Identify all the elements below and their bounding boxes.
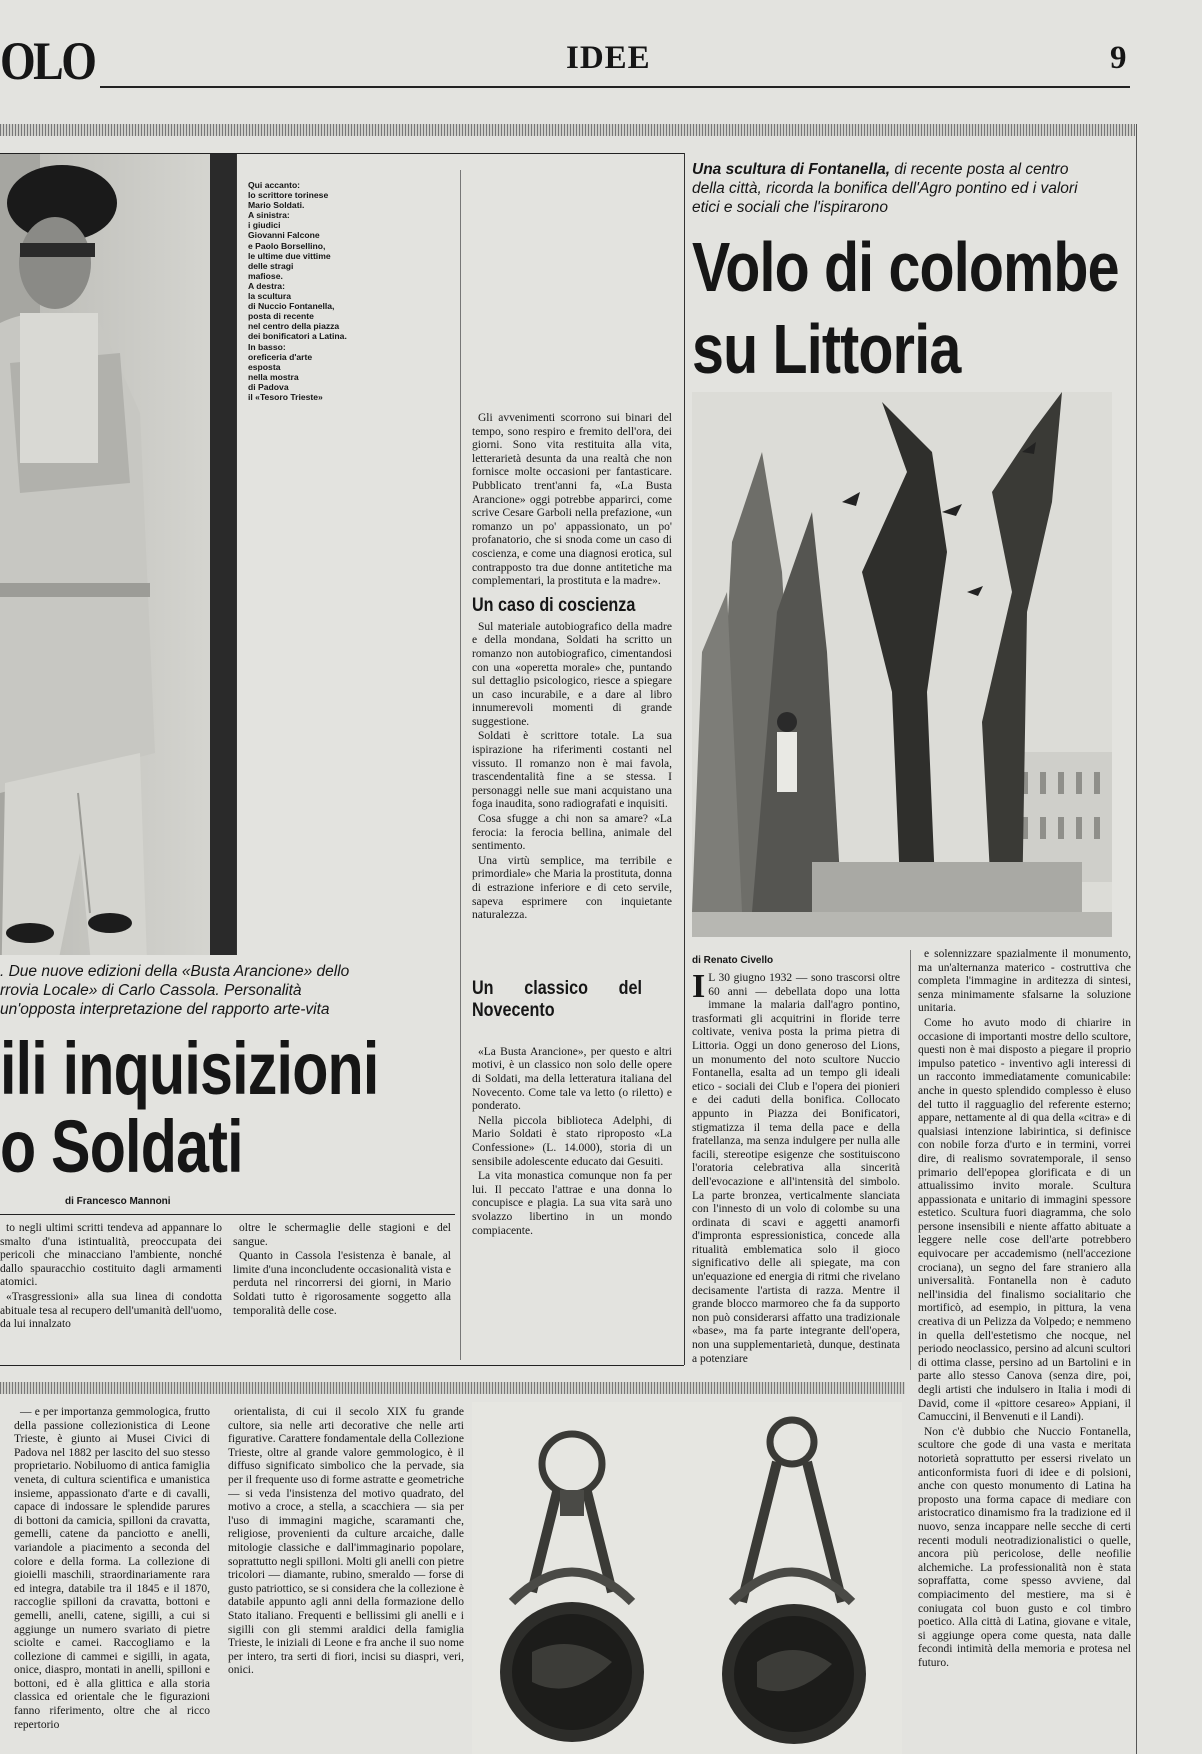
caption-line: Mario Soldati. bbox=[248, 200, 305, 211]
right-byline: di Renato Civello bbox=[692, 955, 774, 966]
left-kicker bbox=[0, 962, 450, 1019]
right-headline-line1: Volo di colombe bbox=[692, 228, 1119, 306]
photo-mario-soldati-graphic bbox=[0, 153, 236, 955]
caption-line: lo scrittore torinese bbox=[248, 190, 329, 201]
paragraph: Come ho avuto modo di chiarire in occasione di importanti mostre dello scultore, questi non è mai disposto a piegare il proprio impulso patetico - inventivo agli interessi di un racconto immediatamente comunicabile: anche in questo splendido complesso è eluso del tutto il ragguaglio del referente esterno; appare, nettamente al di qua della «citra» e di qualsiasi intenzione labirintica, si definisce con nobile forza d'urto e in termini, vorrei dire, di realismo sovratemporale, il senso primario dell'epopea glorificata e di un attualissimo invito morale. Scultura appassionata e unitario di immagini spessore estetico. Scultura fuori diagramma, che solo persone insensibili e niente affatto abituate a leggere nelle cose dell'arte potrebbero equivocare per accademismo (nell'accezione crociana), un segno del fare straniero alla universalità. Fontanella non è caduto nell'insidia del finalismo socialitario che mortificò, ad esempio, in pittura, la vena creativa di un Pelizza da Volpedo; e nemmeno in quella dell'estetismo che nocque, nel periodo neoclassico, persino ad alcuni scultori di ottima classe, persino ad un Bartolini e in parte allo stesso Canova (senza dire, poi, degli artisti che indulsero in Italia i modi di David, come il «pittore cesareo» Appiani, il Camuccini, il Benvenuti e il Landi). bbox=[918, 1016, 1131, 1424]
photo-mario-soldati bbox=[0, 153, 236, 955]
caption-line: mafiose. bbox=[248, 270, 283, 281]
kicker-line: . Due nuove edizioni della «Busta Arancione» dello bbox=[0, 963, 350, 980]
paragraph: Sul materiale autobiografico della madre e della mondana, Soldati ha scritto un romanzo non autobiografico, cimentandosi con una «operetta morale» che, puntando sul dettaglio psicologico, riesce a spiegare un caso incurabile, e a dare al libro innumerevoli momenti di grande suggestione. bbox=[472, 620, 672, 728]
section-title: IDEE bbox=[566, 40, 651, 76]
paragraph: «La Busta Arancione», per questo e altri motivi, è un classico non solo delle opere di Soldati, ma della letteratura italiana del Novecento. Come tale va letto (o riletto) e ponderato. bbox=[472, 1045, 672, 1113]
right-kicker-rest: di recente posta al centro della città, ricorda la bonifica dell'Agro pontino ed i valori etici e sociali che l'ispirarono bbox=[692, 161, 1078, 216]
bottom-article-col2 bbox=[228, 1406, 464, 1751]
caption-line: delle stragi bbox=[248, 260, 294, 271]
paragraph: — e per importanza gemmologica, frutto della passione collezionistica di Leone Trieste, è giunto ai Musei Civici di Padova nel 1882 per lascito del suo stesso proprietario. Nobiluomo di antica famiglia veneta, di cultura scientifica e umanistica insieme, appassionato d'arte e di cavalli, capace di indossare le splendide parures di bottoni da camicia, spilloni da cravatta, gemelli, catene da panciotto e anelli, variandole a piacimento a seconda del colore e della forma. La collezione di gioielli maschili, straordinariamente rara ed integra, databile tra il 1845 e il 1870, raccoglie spilloni da cravatta, bottoni e gemelli, anelli, catene, sigilli, a cui si aggiunge un numero svariato di pietre sciolte e camei. Raccogliamo e la collezione di cammei e sigilli, in agata, onice, diaspro, montati in anelli, spilloni e bottoni, ed è alla glittica e alla storia classica ed orientale che le figurazioni fanno riferimento, oltre che al ricco repertorio bbox=[14, 1406, 210, 1731]
drop-cap: I bbox=[692, 972, 706, 1005]
caption-line: e Paolo Borsellino, bbox=[248, 240, 326, 251]
caption-line: le ultime due vittime bbox=[248, 250, 331, 261]
caption-line: la scultura bbox=[248, 291, 291, 302]
caption-line: di Nuccio Fontanella, bbox=[248, 301, 335, 312]
paragraph: Una virtù semplice, ma terribile e primordiale» che Maria la prostituta, donna di estrazione inferiore e di ceto servile, sapeva esprimere con inquietante naturalezza. bbox=[472, 854, 672, 922]
kicker-line: rrovia Locale» di Carlo Cassola. Personalità bbox=[0, 982, 302, 999]
left-article-col1 bbox=[0, 1222, 222, 1358]
paragraph: e solennizzare spazialmente il monumento, ma un'alternanza materico - costruttiva che completa l'immagine in arditezza di sintesi, senza minimamente sfalsarne la soluzione unitaria. bbox=[918, 948, 1131, 1015]
photo-sculpture-graphic bbox=[692, 392, 1112, 937]
page-number: 9 bbox=[1110, 40, 1127, 76]
caption-line: esposta bbox=[248, 361, 281, 372]
right-kicker-bold: Una scultura di Fontanella, bbox=[692, 161, 891, 178]
left-byline: di Francesco Mannoni bbox=[65, 1196, 171, 1207]
right-kicker bbox=[692, 160, 1092, 217]
left-byline-rule bbox=[0, 1214, 455, 1215]
paragraph-text: L 30 giugno 1932 — sono trascorsi oltre 60 anni — debellata dopo una lotta immane la malaria dall'agro pontino, trasformati gli acquitrini in floride terre coltivate, veniva posta la prima pietra di Littoria. Oggi un dono generoso del Lions, un monumento del noto scultore Nuccio Fontanella, esalta ad un tempo gli ideali etico - sociali dei Club e l'opera dei pionieri e dei caduti della bonifica. Collocato appunto in Piazza dei Bonificatori, stigmatizza il tema della pace e della fratellanza, ma senza indulgere per nulla alle facili, stereotipe esigenze che sostituiscono l'oratoria celebrativa alla sincerità dell'evocazione e all'intensità del simbolo. La parte bronzea, verticalmente slanciata con l'innesto di un volo di colombe su una ordinata di scavi e aggetti anamorfi d'impronta espressionistica, concede alla ritualità emblematica solo il gioco significativo delle ali spiegate, ma con un'equazione ed energia di ritmi che rivelano decisamente l'artista di razza. Mentre il grande blocco marmoreo che fa da supporto non può considerarsi affatto una tradizionale «base», ma fa parte integrante dell'opera, non una supplementarietà, dunque, destinata a potenziare bbox=[692, 972, 900, 1365]
top-hatch-band bbox=[0, 124, 1135, 136]
middle-column-left-rule bbox=[460, 170, 461, 1360]
subhead-classico-novecento: Un classico del Novecento bbox=[472, 977, 642, 1021]
left-article-col2 bbox=[233, 1222, 451, 1358]
paragraph bbox=[692, 972, 900, 1366]
paragraph: oltre le schermaglie delle stagioni e del sangue. bbox=[233, 1222, 451, 1248]
left-box-right-rule bbox=[684, 153, 685, 1365]
caption-line: A destra: bbox=[248, 280, 285, 291]
paragraph: «Trasgressioni» alla sua linea di condotta abituale tesa al recupero dell'umanità dell'uomo, da lui innalzato bbox=[0, 1290, 222, 1331]
photo-sculpture-fontanella bbox=[692, 392, 1112, 937]
caption-line: Giovanni Falcone bbox=[248, 230, 320, 241]
caption-line: Qui accanto: bbox=[248, 180, 301, 190]
left-headline-line1: ili inquisizioni bbox=[0, 1027, 379, 1110]
masthead-rule bbox=[100, 86, 1130, 88]
paragraph: Gli avvenimenti scorrono sui binari del tempo, sono respiro e fremito dell'ora, dei giorni. Sono vita restituita alla vita, letterarietà desunta da una realtà che non fornisce molte occasioni per fantasticare. Pubblicato trent'anni fa, «La Busta Arancione» oggi potrebbe apparirci, come scrive Cesare Garboli nella prefazione, «un romanzo un po' appassionato, un po' profanatorio, che si snoda come un caso di coscienza, e come una diagnosi erotica, sul contrapposto tra due donne antitetiche ma complementari, la prostituta e la madre». bbox=[472, 412, 672, 588]
caption-line: il «Tesoro Trieste» bbox=[248, 391, 323, 402]
paragraph: Non c'è dubbio che Nuccio Fontanella, scultore che gode di una vasta e meritata notorietà soprattutto per essersi rivelato un anticonformista fuori di idee e di polsioni, anche con questo monumento di Latina ha proposto una forma capace di mediare con aristocratico dinamismo fra la tradizione ed il nuovo, senza incappare nelle secche di certi recenti moduli neotradizionalistici o quelle, ancora più pericolose, delle neofilie alchemiche. La professionalità non è stata sopraffatta, come spesso avviene, dal compiacimento del mestiere, ma si è coniugata col buon gusto e col timbro poetico. Alla città di Latina, giovane e vitale, si aggiunge opera come questa, nata dalle fecondi intimità della memoria e protesa nel futuro. bbox=[918, 1425, 1131, 1669]
caption-line: nel centro della piazza bbox=[248, 321, 340, 332]
photo-caption bbox=[248, 180, 408, 402]
bottom-hatch-band bbox=[0, 1382, 905, 1394]
caption-line: i giudici bbox=[248, 220, 281, 231]
caption-line: posta di recente bbox=[248, 311, 314, 322]
paragraph: Cosa sfugge a chi non sa amare? «La ferocia: la ferocia bellina, animale del sentimento. bbox=[472, 813, 672, 853]
photo-jewelry-seals bbox=[472, 1402, 902, 1754]
caption-line: In basso: bbox=[248, 341, 286, 352]
left-box-top-rule bbox=[0, 153, 684, 154]
bottom-article-col1 bbox=[14, 1406, 210, 1751]
caption-line: nella mostra bbox=[248, 371, 299, 382]
left-headline-line2: o Soldati bbox=[0, 1105, 243, 1188]
right-article-col1 bbox=[692, 972, 900, 1368]
kicker-line: un'opposta interpretazione del rapporto arte-vita bbox=[0, 1001, 330, 1018]
middle-column-text bbox=[472, 412, 672, 1357]
page-right-rule bbox=[1136, 124, 1137, 1754]
paragraph: to negli ultimi scritti tendeva ad appannare lo smalto d'una istintualità, preoccupata dei pericoli che minacciano l'ambiente, nonché dallo spauracchio costituito dagli armamenti atomici. bbox=[0, 1222, 222, 1289]
caption-line: oreficeria d'arte bbox=[248, 351, 313, 362]
caption-line: A sinistra: bbox=[248, 210, 290, 221]
caption-line: di Padova bbox=[248, 381, 289, 392]
masthead-logo-fragment: OLO bbox=[0, 31, 95, 91]
right-headline-line2: su Littoria bbox=[692, 310, 961, 388]
paragraph: Nella piccola biblioteca Adelphi, di Mario Soldati è stato riproposto «La Confessione» (L. 14.000), storia di un sensibile adolescente educato dai Gesuiti. bbox=[472, 1114, 672, 1168]
subhead-caso-di-coscienza: Un caso di coscienza bbox=[472, 594, 636, 616]
paragraph: Soldati è scrittore totale. La sua ispirazione ha riferimenti costanti nel vissuto. Il romanzo non è mai favola, trascendentalità fine a se stessa. I personaggi nelle sue mani acquistano una foga inaudita, sono radiografati e inquisiti. bbox=[472, 730, 672, 811]
paragraph: La vita monastica comunque non fa per lui. Il peccato l'attrae e una donna lo concupisce e plagia. La sua vita sarà uno svolazzo libertino in un mondo compiacente. bbox=[472, 1170, 672, 1237]
photo-right-border bbox=[236, 153, 237, 955]
right-columns-divider bbox=[910, 950, 911, 1370]
left-box-bottom-rule bbox=[0, 1365, 684, 1366]
paragraph: Quanto in Cassola l'esistenza è banale, al limite d'una inconcludente occasionalità vista e perduta nel rincorrersi dei giorni, in Mario Soldati tutto è rigorosamente soggetto alla temporalità delle cose. bbox=[233, 1250, 451, 1317]
paragraph: orientalista, di cui il secolo XIX fu grande cultore, sia nelle arti decorative che nelle arti figurative. Carattere fondamentale della Collezione Trieste, oltre al grande valore gemmologico, è il diffuso significato simbolico che la pervade, sia per il frequente uso di forme astratte e geometriche — si veda l'insistenza del motivo quadrato, del motivo a croce, a stella, a scacchiera — sia per l'uso di immagini magiche, scaramanti che, religiose, provenienti da culture arcaiche, dalle mitologie classiche e dall'immaginario popolare, soprattutto negli spilloni. Molti gli anelli con pietre tricolori — diamante, rubino, smeraldo — forse di gusto patriottico, se si considera che la collezione è databile appunto agli anni della formazione dello Stato italiano. Frequenti e bellissimi gli anelli e i sigilli con gli stemmi araldici della famiglia Trieste, le iniziali di Leone e fra anche il suo nome per intero, tra serti di fiori, incisi su diaspri, veri, onici. bbox=[228, 1406, 464, 1677]
caption-line: dei bonificatori a Latina. bbox=[248, 331, 347, 342]
right-article-col2 bbox=[918, 948, 1131, 1748]
photo-jewelry-graphic bbox=[472, 1402, 902, 1754]
